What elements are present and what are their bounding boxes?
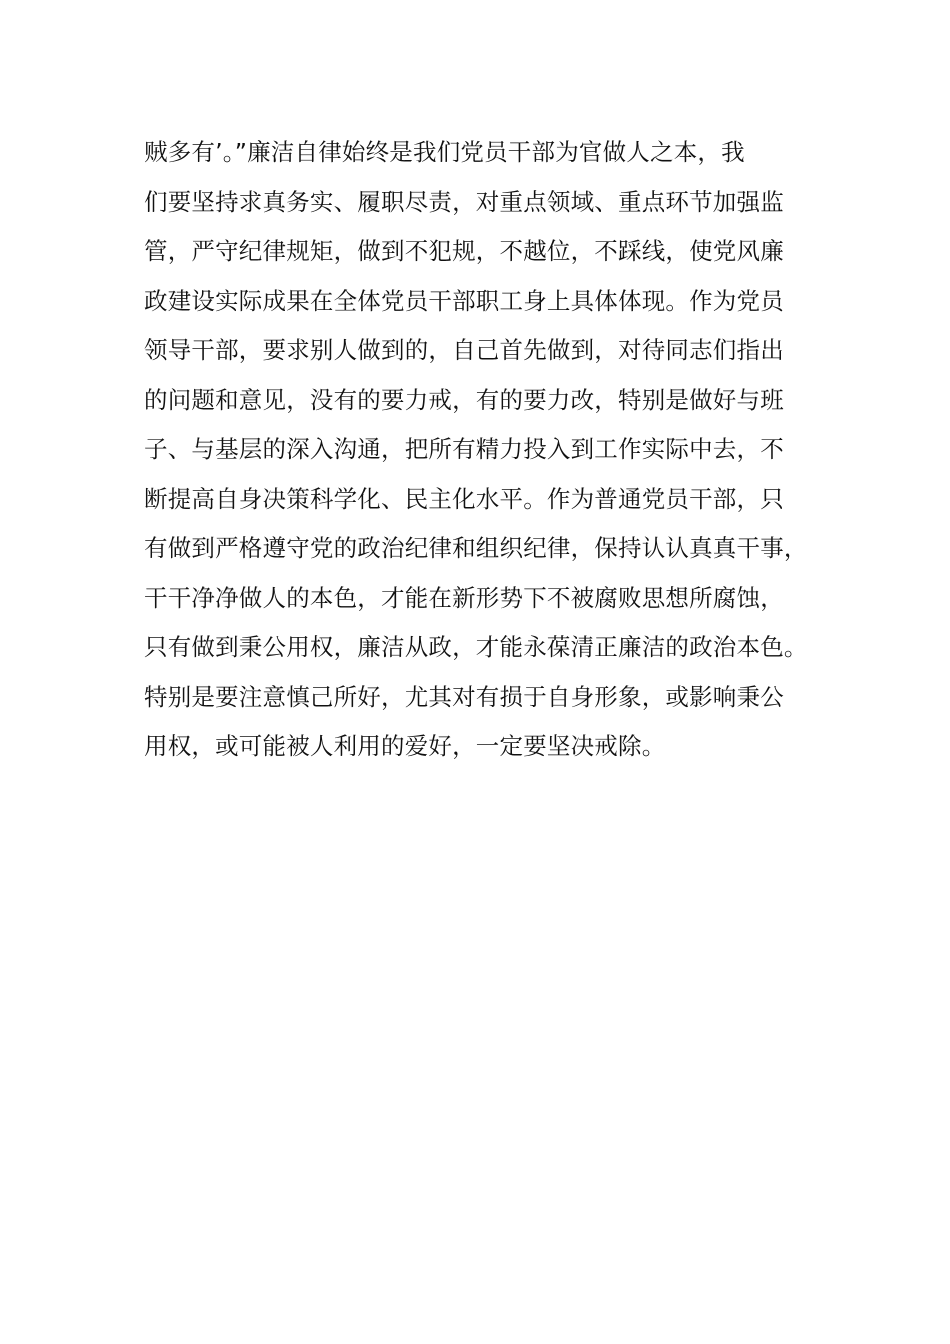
paragraph-line: 有做到严格遵守党的政治纪律和组织纪律，保持认认真真干事，: [144, 534, 808, 562]
paragraph-line: 贼多有’。”廉洁自律始终是我们党员干部为官做人之本，我: [144, 138, 745, 166]
paragraph-line: 管，严守纪律规矩，做到不犯规，不越位，不踩线，使党风廉: [144, 237, 784, 265]
paragraph-line: 用权，或可能被人利用的爱好，一定要坚决戒除。: [144, 732, 666, 760]
paragraph-line: 只有做到秉公用权，廉洁从政，才能永葆清正廉洁的政治本色。: [144, 633, 808, 661]
paragraph-line: 子、与基层的深入沟通，把所有精力投入到工作实际中去，不: [144, 435, 784, 463]
paragraph-line: 政建设实际成果在全体党员干部职工身上具体体现。作为党员: [144, 286, 784, 315]
paragraph-line: 断提高自身决策科学化、民主化水平。作为普通党员干部，只: [144, 484, 784, 513]
paragraph-line: 们要坚持求真务实、履职尽责，对重点领域、重点环节加强监: [144, 187, 784, 216]
body-paragraph: [144, 128, 834, 772]
paragraph-line: 领导干部，要求别人做到的，自己首先做到，对待同志们指出: [144, 336, 784, 364]
paragraph-line: 的问题和意见，没有的要力戒，有的要力改，特别是做好与班: [144, 385, 784, 414]
paragraph-line: 特别是要注意慎己所好，尤其对有损于自身形象，或影响秉公: [144, 682, 784, 711]
paragraph-line: 干干净净做人的本色，才能在新形势下不被腐败思想所腐蚀，: [144, 583, 784, 612]
